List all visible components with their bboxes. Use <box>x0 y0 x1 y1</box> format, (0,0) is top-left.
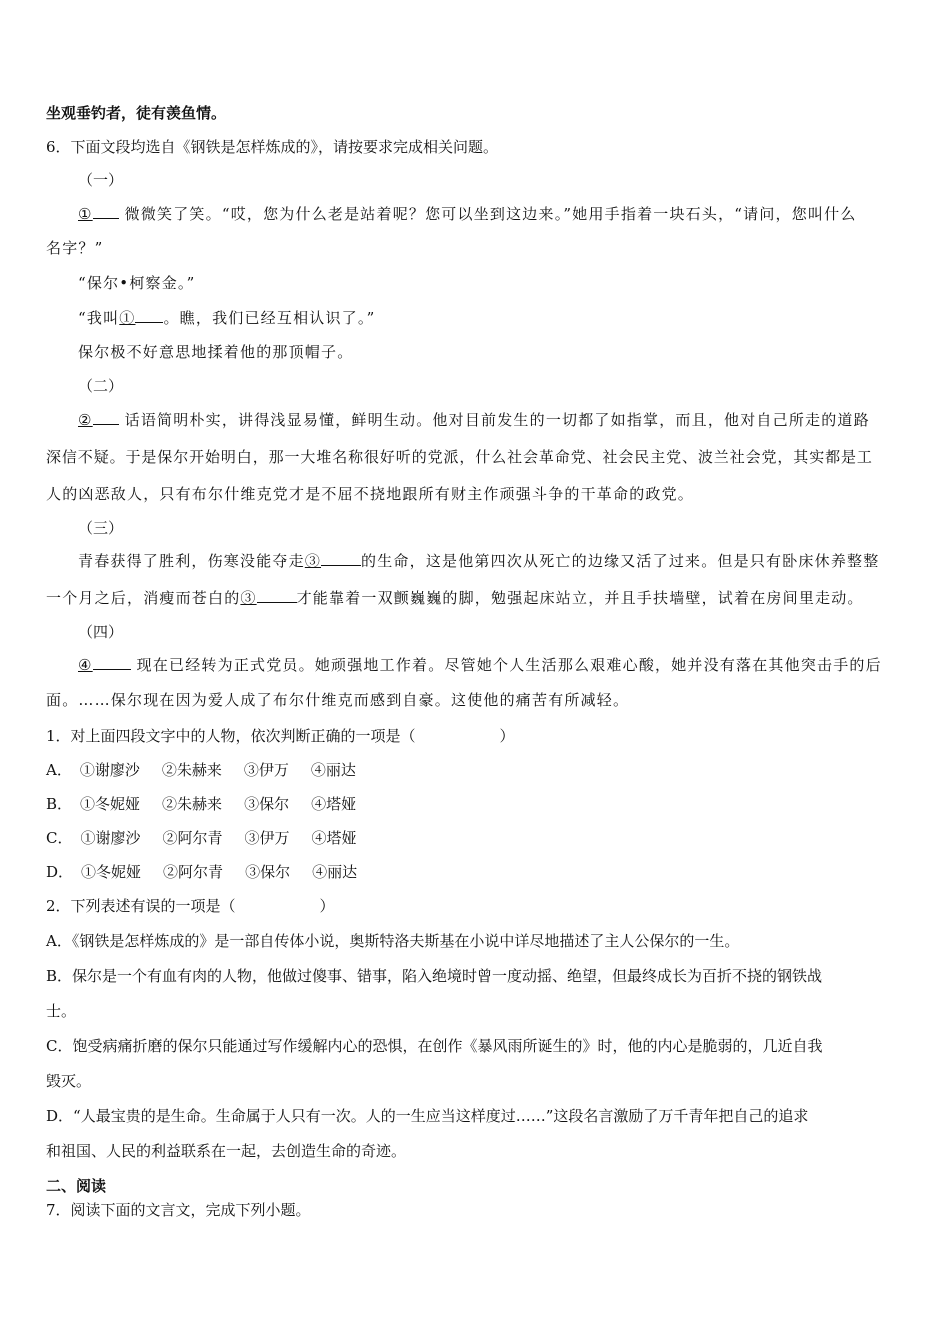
option-item: ③保尔 <box>244 795 290 813</box>
option-label: A． <box>46 761 72 779</box>
answer-blank <box>93 410 119 425</box>
section-3-title: （三） <box>78 519 124 537</box>
section-2-title: （二） <box>78 377 124 395</box>
blank-number-2: ② <box>78 411 93 429</box>
option-item: ①谢廖沙 <box>79 761 140 779</box>
question-text: 1．对上面四段文字中的人物，依次判断正确的一项是（ <box>46 727 416 745</box>
sub2-option-b-line2: 士。 <box>46 1002 77 1020</box>
section-1-para1-line2: 名字？” <box>46 239 104 257</box>
option-item: ①谢廖沙 <box>80 829 141 847</box>
blank-number-4: ④ <box>78 656 93 674</box>
blank-number-3b: ③ <box>240 589 257 607</box>
answer-blank <box>93 655 131 670</box>
section-1-para4: 保尔极不好意思地揉着他的那顶帽子。 <box>78 343 354 361</box>
section-1-para3 <box>78 308 375 328</box>
option-item: ④丽达 <box>310 761 356 779</box>
section-2-line2: 深信不疑。于是保尔开始明白，那一大堆名称很好听的党派，什么社会革命党、社会民主党、波兰社会党，其实都是工 <box>46 448 873 466</box>
option-item: ④塔娅 <box>311 795 357 813</box>
sub2-option-c-line1: C．饱受病痛折磨的保尔只能通过写作缓解内心的恐惧，在创作《暴风雨所诞生的》时，他的内心是脆弱的，几近自我 <box>46 1037 823 1055</box>
option-item: ①冬妮娅 <box>81 863 142 881</box>
option-item: ②朱赫来 <box>161 761 222 779</box>
para-text: 才能靠着一双颤巍巍的脚，勉强起床站立，并且手扶墙壁，试着在房间里走动。 <box>296 589 864 607</box>
option-item: ②阿尔青 <box>163 863 224 881</box>
para-text: 青春获得了胜利，伤寒没能夺走 <box>78 552 305 570</box>
option-item: ③伊万 <box>243 761 289 779</box>
option-item: ②朱赫来 <box>162 795 223 813</box>
option-c <box>46 828 379 848</box>
para-text: 话语简明朴实，讲得浅显易懂，鲜明生动。他对目前发生的一切都了如指掌，而且，他对自己所走的道路 <box>124 411 870 429</box>
answer-blank <box>93 204 119 219</box>
question-close: ） <box>499 727 515 745</box>
para-text: 现在已经转为正式党员。她顽强地工作着。尽管她个人生活那么艰难心酸，她并没有落在其他突击手的后 <box>136 656 882 674</box>
para-text: 微微笑了笑。“哎，您为什么老是站着呢？您可以坐到这边来。”她用手指着一块石头，“请问，您叫什么 <box>124 205 857 223</box>
section-3-line2 <box>46 588 864 608</box>
answer-blank <box>321 551 361 566</box>
sub-question-1 <box>46 726 515 746</box>
blank-number-1b: ① <box>119 309 136 327</box>
section-2-line3: 人的凶恶敌人，只有布尔什维克党才是不屈不挠地跟所有财主作顽强斗争的干革命的政党。 <box>46 485 695 503</box>
option-b <box>46 794 378 814</box>
sub-question-2 <box>46 896 335 916</box>
option-item: ④塔娅 <box>311 829 357 847</box>
option-label: B． <box>46 795 73 813</box>
option-item: ②阿尔青 <box>162 829 223 847</box>
section-4-title: （四） <box>78 623 124 641</box>
option-label: D． <box>46 863 74 881</box>
section-1-para1-line1 <box>78 204 857 224</box>
sub2-option-a: A．《钢铁是怎样炼成的》是一部自传体小说，奥斯特洛夫斯基在小说中详尽地描述了主人公保尔的一生。 <box>46 932 740 950</box>
option-item: ④丽达 <box>312 863 358 881</box>
section-4-line1 <box>78 655 882 675</box>
para-text: 的生命，这是他第四次从死亡的边缘又活了过来。但是只有卧床休养整整 <box>361 552 880 570</box>
para-text: 一个月之后，消瘦而苍白的 <box>46 589 241 607</box>
answer-blank <box>135 308 163 323</box>
option-d <box>46 862 379 882</box>
option-item: ①冬妮娅 <box>80 795 141 813</box>
sub2-option-d-line2: 和祖国、人民的利益联系在一起，去创造生命的奇迹。 <box>46 1142 407 1160</box>
q7-prompt: 7．阅读下面的文言文，完成下列小题。 <box>46 1201 311 1219</box>
question-text: 2．下列表述有误的一项是（ <box>46 897 236 915</box>
section-3-line1 <box>78 551 879 571</box>
option-a <box>46 760 378 780</box>
para-text: “我叫 <box>78 309 120 327</box>
sub2-option-c-line2: 毁灭。 <box>46 1072 92 1090</box>
section-2-line1 <box>78 410 870 430</box>
blank-number-3: ③ <box>304 552 322 570</box>
para-text: 。瞧，我们已经互相认识了。” <box>163 309 376 327</box>
option-item: ③伊万 <box>244 829 290 847</box>
q6-prompt: 6．下面文段均选自《钢铁是怎样炼成的》，请按要求完成相关问题。 <box>46 138 499 156</box>
sub2-option-b-line1: B．保尔是一个有血有肉的人物，他做过傻事、错事，陷入绝境时曾一度动摇、绝望，但最终成长为百折不挠的钢铁战 <box>46 967 823 985</box>
answer-blank <box>257 588 297 603</box>
section-1-title: （一） <box>78 171 124 189</box>
section-4-line2: 面。……保尔现在因为爱人成了布尔什维克而感到自豪。这使他的痛苦有所减轻。 <box>46 691 630 709</box>
blank-number-1: ① <box>78 205 93 223</box>
option-item: ③保尔 <box>245 863 291 881</box>
section-heading-reading: 二、阅读 <box>46 1177 107 1195</box>
intro-line: 坐观垂钓者，徒有羡鱼情。 <box>46 104 227 122</box>
section-1-para2: “保尔•柯察金。” <box>78 274 196 292</box>
question-close: ） <box>319 897 335 915</box>
option-label: C． <box>46 829 73 847</box>
sub2-option-d-line1: D．“人最宝贵的是生命。生命属于人只有一次。人的一生应当这样度过……”这段名言激励了万千青年把自己的追求 <box>46 1107 809 1125</box>
